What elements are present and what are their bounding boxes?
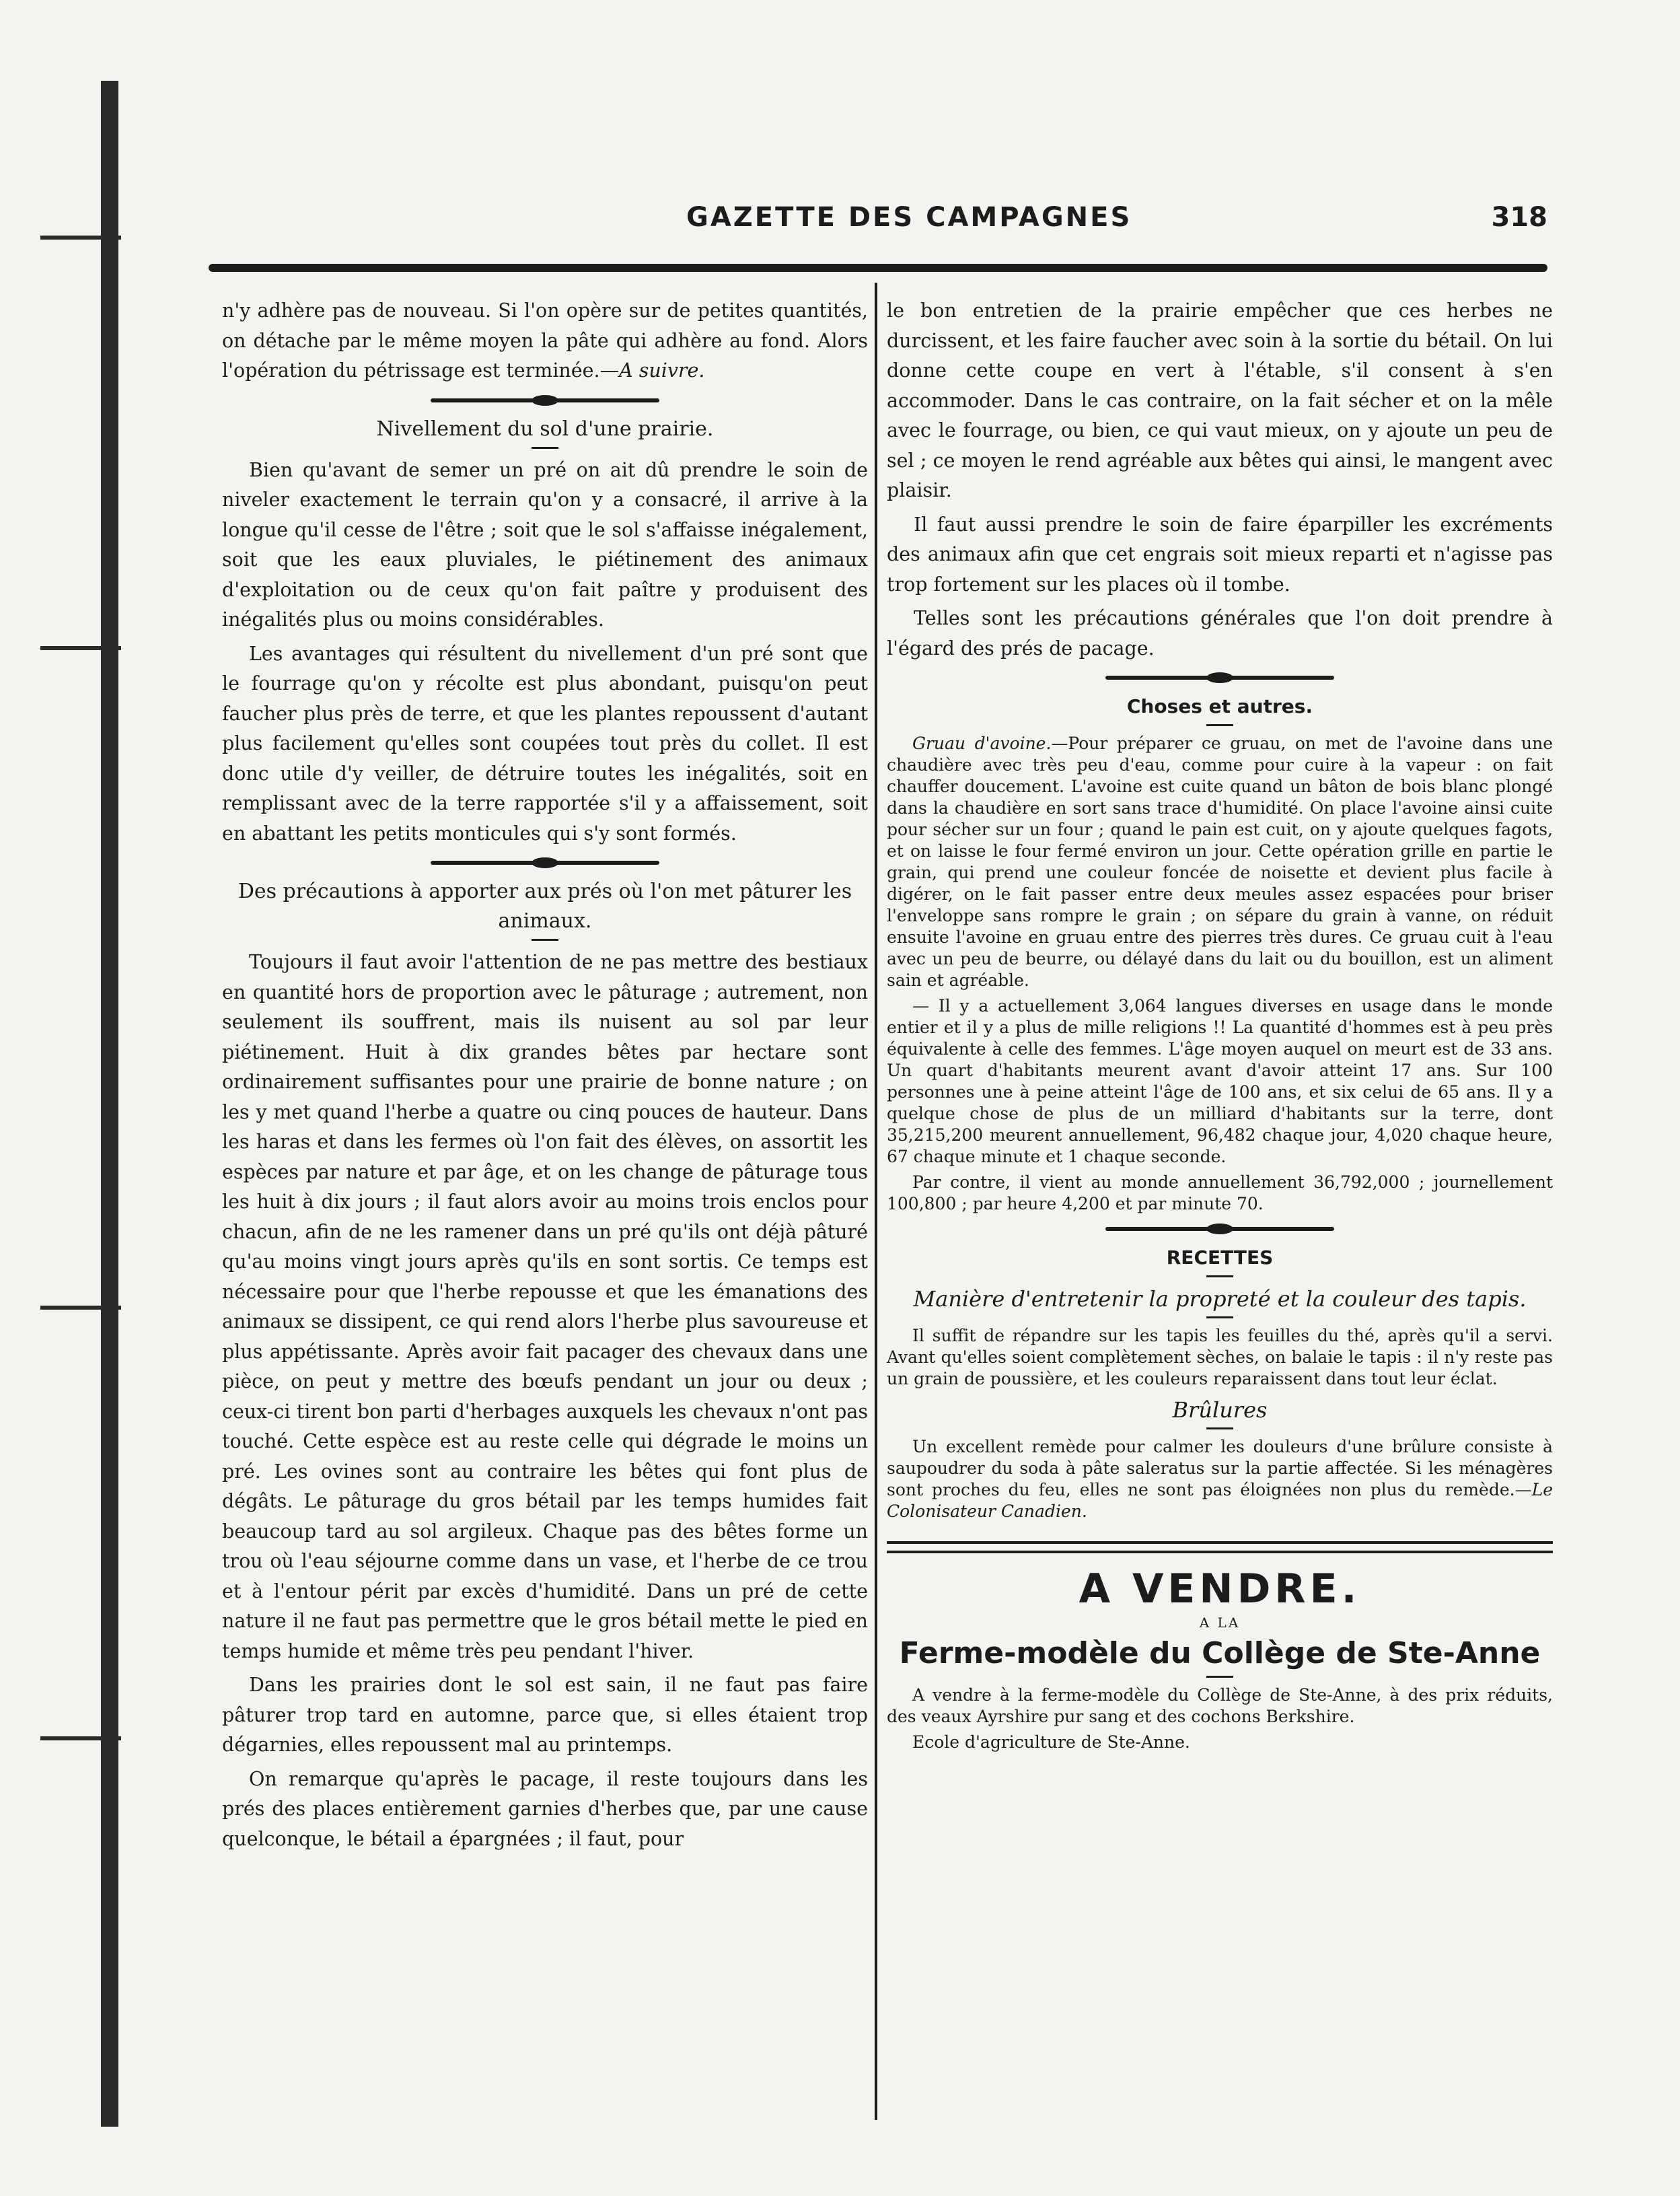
binding-mark [40,236,121,240]
article-paragraph: Bien qu'avant de semer un pré on ait dû prendre le soin de niveler exactement le terrain qu'on y a consacré, il arrive à la longue qu'il cesse de l'être ; soit que le sol s'affaisse inégalement, soit que les eaux pluviales, le piétinement des animaux d'exploitation ou de ceux qu'on fait paître y produisent des inégalités plus ou moins considérables. [222,458,868,631]
advert-signature: Ecole d'agriculture de Ste-Anne. [912,1732,1190,1752]
article-paragraph: Dans les prairies dont le sol est sain, il ne faut pas faire pâturer trop tard en automne, parce que, si elles étaient trop dégarnies, elles repoussent mal au printemps. [222,1674,868,1756]
binding-mark [40,646,121,650]
title-dash [1206,724,1233,726]
binding-mark [40,1306,121,1310]
header-rule [209,264,1547,272]
item-paragraph: Par contre, il vient au monde annuellement 36,792,000 ; journellement 100,800 ; par heure 4,200 et par minute 70. [887,1172,1553,1213]
article-paragraph: Les avantages qui résultent du nivellement d'un pré sont que le fourrage qu'on y récolte est plus abondant, puisqu'on peut faucher plus près de terre, et que les plantes repoussent d'autant plus facilement qu'elles sont coupées tout près du collet. Il est donc utile d'y veiller, de détruire toutes les inégalités, soit en remplissant avec de la terre rapportée s'il y a affaissement, soit en abattant les petits monticules qui s'y sont formés. [222,642,868,845]
advert-heading: Ferme-modèle du Collège de Ste-Anne [899,1636,1541,1670]
running-title: GAZETTE DES CAMPAGNES [686,202,1132,233]
recipe-paragraph: Il suffit de répandre sur les tapis les feuilles du thé, après qu'il a servi. Avant qu'elles soient complètement sèches, on balaie le tapis : il n'y reste pas un grain de poussière, et les couleurs reparaissent dans tout leur éclat. [887,1326,1553,1388]
left-column [222,296,868,1858]
item-paragraph: — Il y a actuellement 3,064 langues diverses en usage dans le monde entier et il y a plus de mille religions !! La quantité d'hommes est à peu près équivalente à celle des femmes. L'âge moyen auquel on meurt est de 33 ans. Un quart d'habitants meurent avant d'avoir atteint 17 ans. Sur 100 personnes une à peine atteint l'âge de 100 ans, et six celui de 65 ans. Il y a quelque chose de plus de un milliard d'habitants sur la terre, dont 35,215,200 meurent annuellement, 96,482 chaque jour, 4,020 chaque heure, 67 chaque minute et 1 chaque seconde. [887,996,1553,1166]
binding-mark [40,1736,121,1740]
section-title: Nivellement du sol d'une prairie. [376,417,714,441]
section-ornament [431,861,659,865]
recipe-paragraph: Un excellent remède pour calmer les douleurs d'une brûlure consiste à saupoudrer du soda à pâte saleratus sur la partie affectée. Si les ménagères sont proches du feu, elles ne sont pas éloignées non plus du remède.—Le Colonisateur Canadien. [887,1437,1553,1521]
article-paragraph: On remarque qu'après le pacage, il reste toujours dans les prés des places entièrement garnies d'herbes que, par une cause quelconque, le bétail a épargnées ; il faut, pour [222,1767,868,1850]
article-paragraph: le bon entretien de la prairie empêcher que ces herbes ne durcissent, et les faire faucher avec soin à la sortie du bétail. On lui donne cette coupe en vert à l'étable, s'il consent à s'en accommoder. Dans le cas contraire, on la fait sécher et on la mêle avec le fourrage, ou bien, ce qui vaut mieux, on y ajoute un peu de sel ; ce moyen le rend agréable aux bêtes qui ainsi, le mangent avec plaisir. [887,299,1553,501]
article-paragraph: Telles sont les précautions générales que l'on doit prendre à l'égard des prés de pacage. [887,607,1553,660]
section-title: RECETTES [1166,1246,1274,1269]
item-paragraph: Gruau d'avoine.—Pour préparer ce gruau, on met de l'avoine dans une chaudière avec très peu d'eau, comme pour cuire à la vapeur : on fait chauffer doucement. L'avoine est cuite quand un bâton de bois blanc plongé dans la chaudière en sort sans trace d'humidité. On place l'avoine ainsi cuite pour sécher sur un four ; quand le pain est cuit, on y ajoute quelques fagots, et on laisse le four fermé environ un jour. Cette opération grille en partie le grain, qui prend une couleur foncée de noisette et devient plus facile à digérer, on le fait passer entre deux meules assez espacées pour briser l'enveloppe sans rompre le grain ; on sépare du grain à vanne, on réduit ensuite l'avoine en gruau entre des pierres très dures. Ce gruau cuit à l'eau avec un peu de beurre, ou délayé dans du lait ou du bouillon, est un aliment sain et agréable. [887,734,1553,990]
title-dash [1206,1275,1233,1277]
section-title: Choses et autres. [1126,695,1313,717]
section-ornament [431,398,659,402]
article-paragraph: Toujours il faut avoir l'attention de ne pas mettre des bestiaux en quantité hors de proportion avec le pâturage ; autrement, non seulement ils souffrent, mais ils nuisent au sol par leur piétinement. Huit à dix grandes bêtes par hectare sont ordinairement suffisantes pour une prairie de bonne nature ; on les y met quand l'herbe a quatre ou cinq pouces de hauteur. Dans les haras et dans les fermes où l'on fait des élèves, on assortit les espèces par nature et par âge, et on les change de pâturage tous les huit à dix jours ; il faut alors avoir au moins trois enclos pour chacun, afin de ne les ramener dans un pré qu'ils ont déjà pâturé qu'au moins vingt jours après qu'ils en sont sortis. Ce temps est nécessaire pour que l'herbe repousse et que les émanations des animaux se dissipent, ce qui rend alors l'herbe plus savoureuse et plus appétissante. Après avoir fait pacager des chevaux dans une pièce, on peut y mettre des bœufs pendant un jour ou deux ; ceux-ci tirent bon parti d'herbages auxquels les chevaux n'ont pas touché. Cette espèce est au reste celle qui dégrade le moins un pré. Les ovines sont au contraire les bêtes qui font plus de dégâts. Le pâturage du gros bétail par les temps humides fait beaucoup tard au sol argileux. Chaque pas des bêtes forme un trou où l'eau séjourne comme dans un vase, et l'herbe de ce trou et à l'entour périt par excès d'humidité. Dans un pré de cette nature il ne faut pas permettre que le gros bétail mette le pied en temps humide et même très peu pendant l'hiver. [222,951,868,1662]
title-dash [532,939,558,941]
column-divider [875,283,877,2120]
page-number: 318 [1491,202,1547,233]
article-paragraph: Il faut aussi prendre le soin de faire éparpiller les excréments des animaux afin que cet engrais soit mieux reparti et n'agisse pas trop fortement sur les places où il tombe. [887,513,1553,596]
advert-rule [887,1541,1553,1553]
advert-subtitle: A LA [1199,1615,1241,1631]
section-title: Des précautions à apporter aux prés où l'on met pâturer les animaux. [238,880,852,933]
title-dash [1206,1676,1233,1678]
section-ornament [1105,1227,1334,1231]
recipe-title: Brûlures [1172,1397,1268,1423]
right-column [887,296,1553,1757]
title-dash [1206,1316,1233,1318]
binding-spine [101,81,118,2127]
advert-paragraph: A vendre à la ferme-modèle du Collège de Ste-Anne, à des prix réduits, des veaux Ayrshire pur sang et des cochons Berkshire. [887,1685,1553,1726]
recipe-title: Manière d'entretenir la propreté et la couleur des tapis. [913,1286,1527,1312]
continuation-paragraph: n'y adhère pas de nouveau. Si l'on opère sur de petites quantités, on détache par le même moyen la pâte qui adhère au fond. Alors l'opération du pétrissage est terminée.—A suivre. [222,299,868,382]
advert-title: A VENDRE. [1079,1565,1361,1613]
title-dash [1206,1427,1233,1429]
title-dash [532,447,558,449]
page-header [215,202,1547,242]
section-ornament [1105,676,1334,680]
